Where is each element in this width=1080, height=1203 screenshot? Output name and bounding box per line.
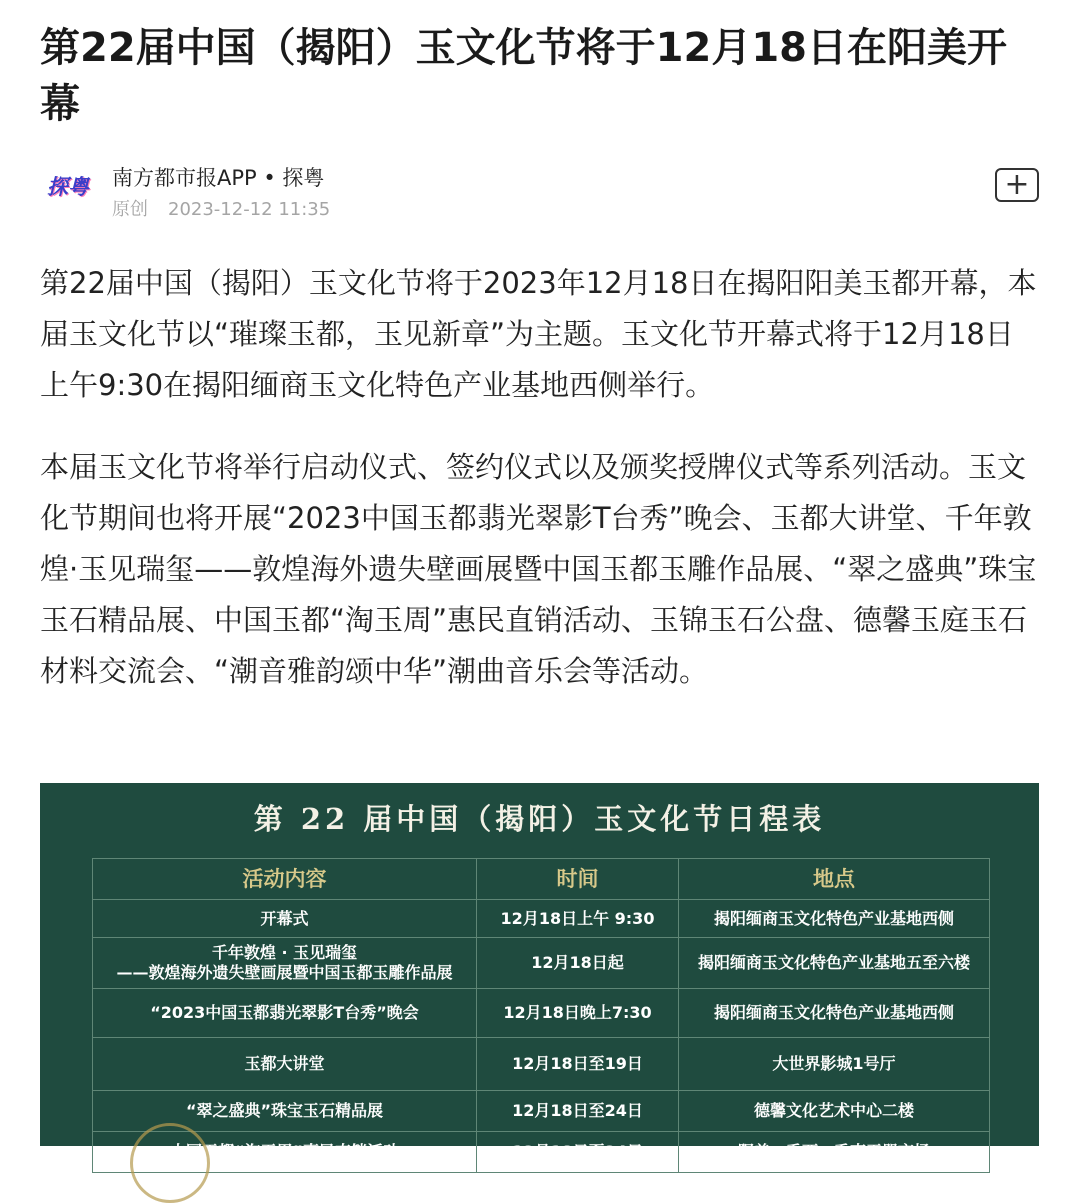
table-row: [93, 1132, 990, 1173]
row-activity: “2023中国玉都翡光翠影T台秀”晚会: [93, 989, 477, 1038]
row-time: 12月18日晚上7:30: [477, 989, 679, 1038]
article-meta: [112, 195, 330, 221]
table-row: [93, 1038, 990, 1091]
schedule-table: [92, 858, 990, 1173]
decorative-ring: [130, 1123, 210, 1203]
row-place: 揭阳缅商玉文化特色产业基地西侧: [679, 900, 990, 938]
schedule-image[interactable]: [40, 783, 1039, 1161]
row-activity-line1: 千年敦煌 · 玉见瑞玺: [211, 943, 358, 962]
row-activity: 中国玉都“淘玉周”惠民直销活动: [93, 1132, 477, 1173]
row-place: 阳美、乔西、乔南玉器市场: [679, 1132, 990, 1173]
article-title: 第22届中国（揭阳）玉文化节将于12月18日在阳美开幕: [40, 25, 1007, 127]
row-place: 揭阳缅商玉文化特色产业基地五至六楼: [679, 938, 990, 989]
row-place: 揭阳缅商玉文化特色产业基地西侧: [679, 989, 990, 1038]
schedule-header-row: [93, 859, 990, 900]
row-activity: 开幕式: [93, 900, 477, 938]
header-place: 地点: [679, 859, 990, 900]
original-label: 原创: [112, 199, 148, 220]
row-place: 德馨文化艺术中心二楼: [679, 1091, 990, 1132]
paragraph-2: 本届玉文化节将举行启动仪式、签约仪式以及颁奖授牌仪式等系列活动。玉文化节期间也将开展“2023中国玉都翡光翠影T台秀”晚会、玉都大讲堂、千年敦煌·玉见瑞玺——敦煌海外遗失壁画展暨中国玉都玉雕作品展、“翠之盛典”珠宝玉石精品展、中国玉都“淘玉周”惠民直销活动、玉锦玉石公盘、德馨玉庭玉石材料交流会、“潮音雅韵颂中华”潮曲音乐会等活动。: [40, 450, 1037, 688]
row-activity: “翠之盛典”珠宝玉石精品展: [93, 1091, 477, 1132]
table-row: [93, 900, 990, 938]
row-time: 12月18日至24日: [477, 1132, 679, 1173]
row-time: 12月18日至19日: [477, 1038, 679, 1091]
plus-icon: +: [1004, 167, 1030, 202]
header-activity: 活动内容: [93, 859, 477, 900]
row-time: 12月18日上午 9:30: [477, 900, 679, 938]
row-activity: [93, 938, 477, 989]
avatar[interactable]: 探粤: [47, 175, 89, 199]
paragraph-1: 第22届中国（揭阳）玉文化节将于2023年12月18日在揭阳阳美玉都开幕，本届玉文化节以“璀璨玉都，玉见新章”为主题。玉文化节开幕式将于12月18日上午9:30在揭阳缅商玉文化特色产业基地西侧举行。: [40, 266, 1037, 402]
author-row: [40, 160, 1040, 224]
table-row: [93, 938, 990, 989]
row-place: 大世界影城1号厅: [679, 1038, 990, 1091]
schedule-title: 第 22 届中国（揭阳）玉文化节日程表: [253, 802, 826, 836]
follow-button[interactable]: [995, 168, 1039, 202]
table-row: [93, 1091, 990, 1132]
header-time: 时间: [477, 859, 679, 900]
row-time: 12月18日起: [477, 938, 679, 989]
source-name[interactable]: 南方都市报APP • 探粤: [112, 166, 325, 190]
row-activity: 玉都大讲堂: [93, 1038, 477, 1091]
row-time: 12月18日至24日: [477, 1091, 679, 1132]
row-activity-line2: ——敦煌海外遗失壁画展暨中国玉都玉雕作品展: [116, 963, 453, 982]
publish-date: 2023-12-12 11:35: [168, 199, 331, 220]
table-row: [93, 989, 990, 1038]
